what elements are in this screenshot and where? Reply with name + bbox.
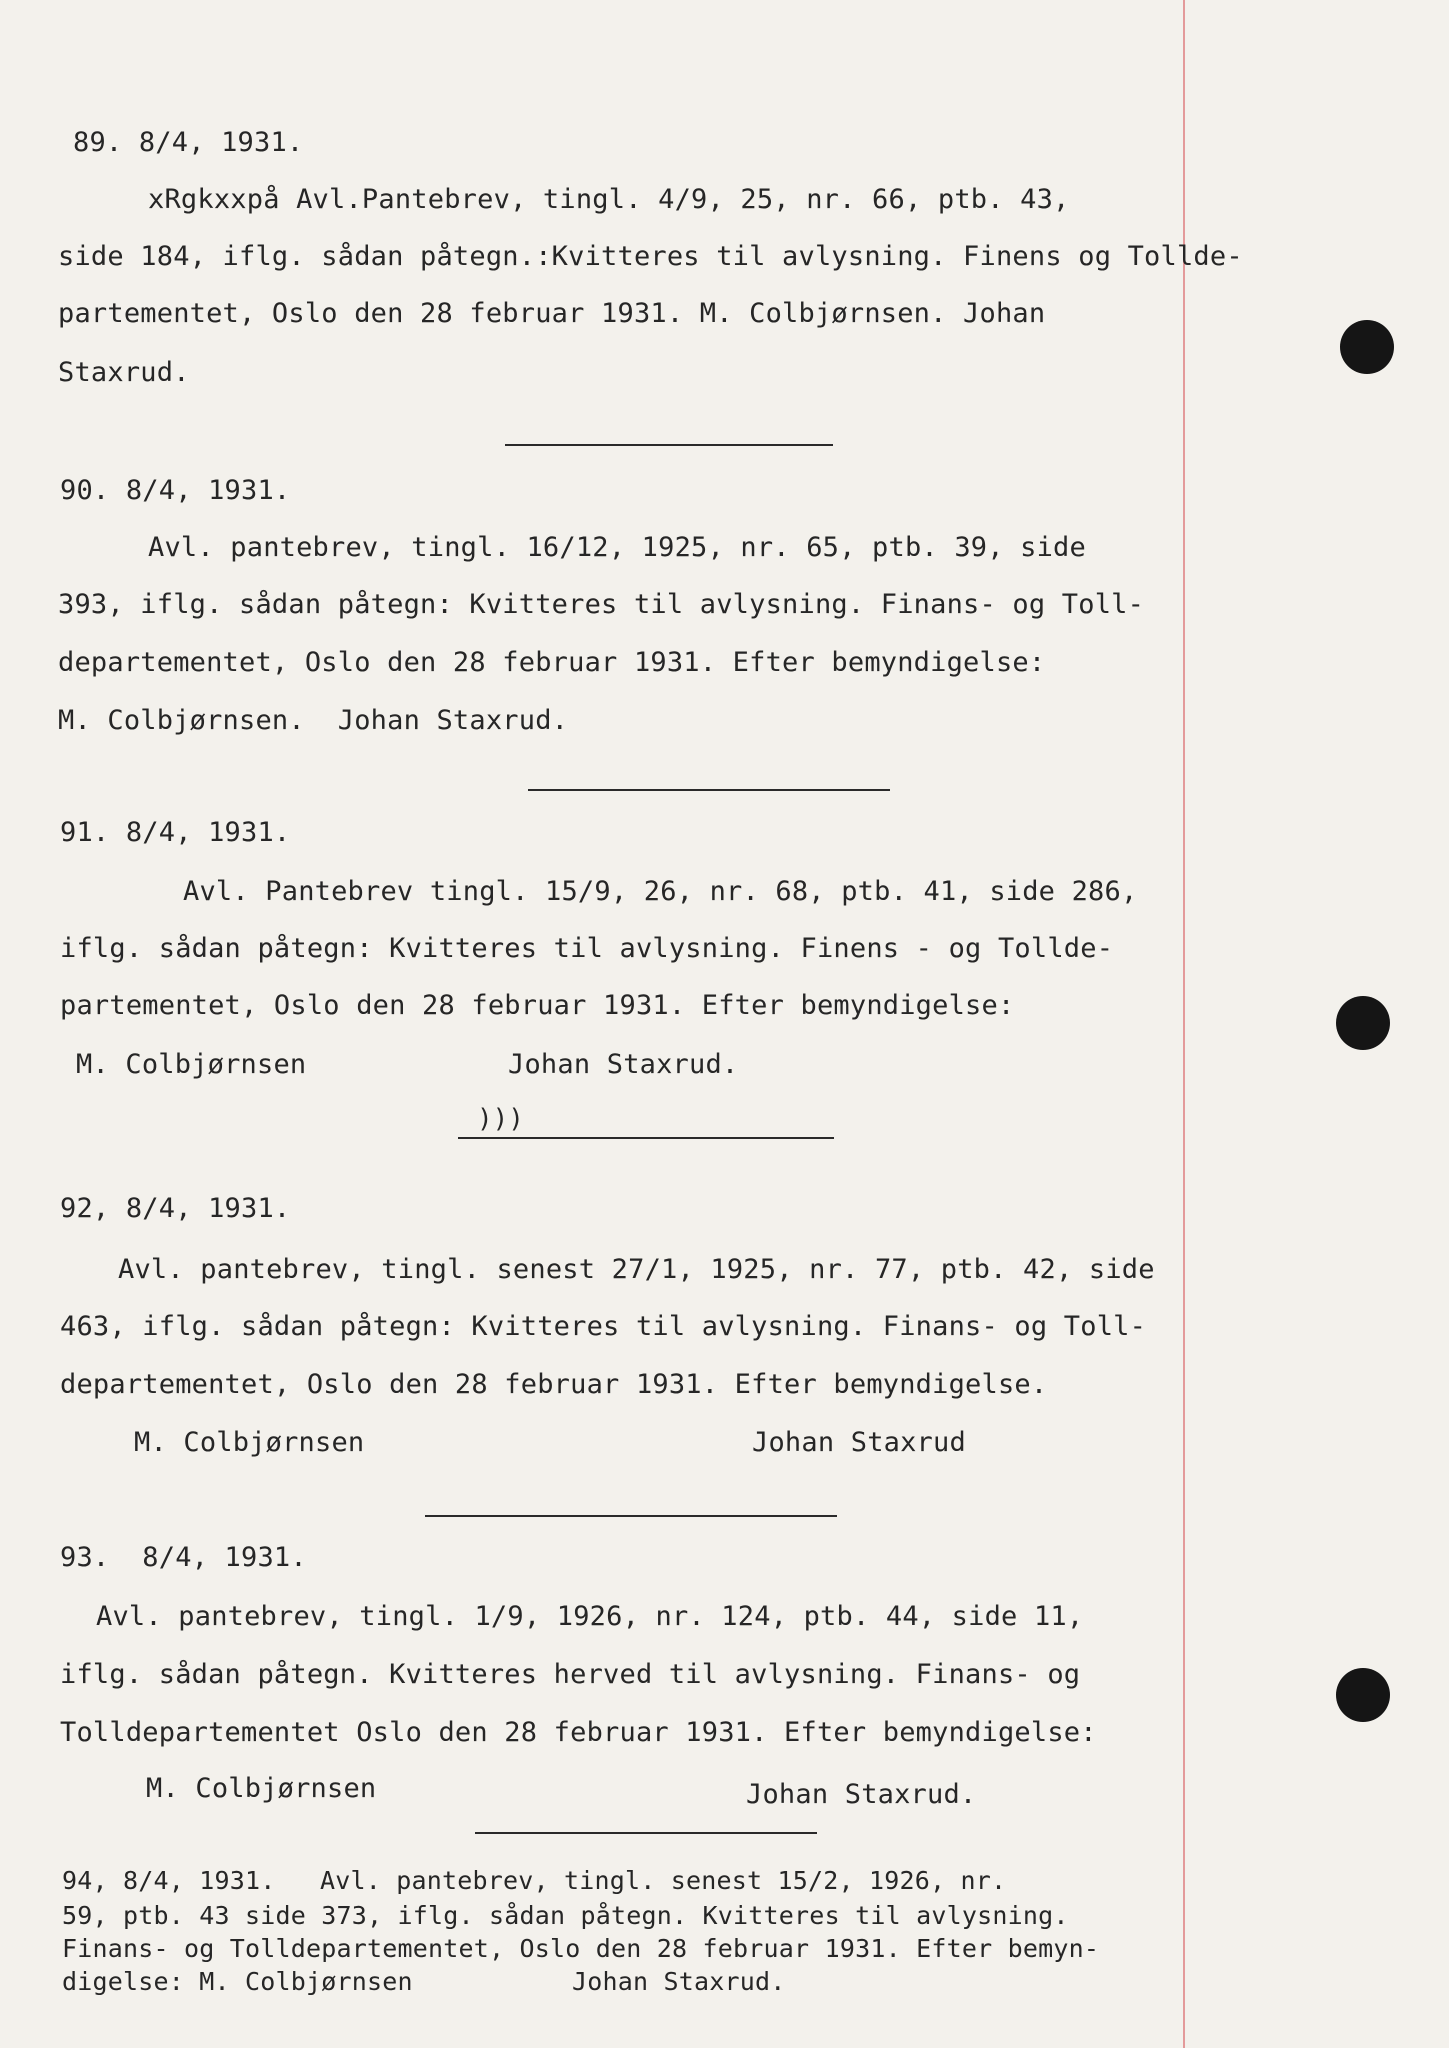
entry-92-signature-right: Johan Staxrud (752, 1427, 966, 1458)
separator-rule (528, 789, 890, 791)
entry-93-line-2: iflg. sådan påtegn. Kvitteres herved til avlysning. Finans- og (60, 1659, 1081, 1690)
punch-hole-middle (1336, 996, 1390, 1050)
entry-94-line-3: Finans- og Tolldepartementet, Oslo den 28 februar 1931. Efter bemyn- (62, 1934, 1100, 1963)
entry-90-line-2: 393, iflg. sådan påtegn: Kvitteres til avlysning. Finans- og Toll- (58, 589, 1145, 620)
entry-89-line-1: xRgkxxpå Avl.Pantebrev, tingl. 4/9, 25, nr. 66, ptb. 43, (148, 184, 1070, 215)
entry-91-line-2: iflg. sådan påtegn: Kvitteres til avlysning. Finens - og Tollde- (60, 933, 1114, 964)
entry-91-signature-right: Johan Staxrud. (508, 1049, 739, 1080)
punch-hole-bottom (1336, 1668, 1390, 1722)
margin-line (1183, 0, 1185, 2048)
entry-90-header: 90. 8/4, 1931. (60, 475, 291, 506)
entry-93-signature-left: M. Colbjørnsen (146, 1773, 377, 1804)
entry-91-line-3: partementet, Oslo den 28 februar 1931. Efter bemyndigelse: (60, 990, 1015, 1021)
entry-89-line-4: Staxrud. (58, 357, 190, 388)
entry-90-line-4: M. Colbjørnsen. Johan Staxrud. (58, 705, 569, 736)
entry-89-line-3: partementet, Oslo den 28 februar 1931. M. Colbjørnsen. Johan (58, 298, 1046, 329)
entry-89-line-2: side 184, iflg. sådan påtegn.:Kvitteres til avlysning. Finens og Tollde- (58, 241, 1243, 272)
separator-rule (505, 444, 833, 446)
separator-rule (425, 1515, 837, 1517)
entry-91-line-1: Avl. Pantebrev tingl. 15/9, 26, nr. 68, ptb. 41, side 286, (183, 876, 1138, 907)
entry-94-header: 94, 8/4, 1931. (62, 1866, 276, 1895)
entry-93-signature-right: Johan Staxrud. (746, 1779, 977, 1810)
entry-93-header: 93. 8/4, 1931. (60, 1542, 307, 1573)
entry-94-line-1: Avl. pantebrev, tingl. senest 15/2, 1926, nr. (320, 1866, 1007, 1895)
entry-89-header: 89. 8/4, 1931. (73, 127, 304, 158)
entry-93-line-1: Avl. pantebrev, tingl. 1/9, 1926, nr. 124, ptb. 44, side 11, (96, 1601, 1084, 1632)
entry-90-line-3: departementet, Oslo den 28 februar 1931. Efter bemyndigelse: (58, 647, 1046, 678)
entry-92-signature-left: M. Colbjørnsen (134, 1427, 365, 1458)
handwritten-marks: ))) (477, 1104, 524, 1134)
punch-hole-top (1340, 320, 1394, 374)
entry-94-signature-right: Johan Staxrud. (572, 1967, 786, 1996)
entry-91-signature-left: M. Colbjørnsen (76, 1049, 307, 1080)
separator-rule (475, 1832, 817, 1834)
separator-rule (458, 1137, 834, 1139)
entry-94-signature-left: digelse: M. Colbjørnsen (62, 1967, 413, 1996)
entry-92-header: 92, 8/4, 1931. (60, 1193, 291, 1224)
entry-91-header: 91. 8/4, 1931. (60, 817, 291, 848)
entry-93-line-3: Tolldepartementet Oslo den 28 februar 1931. Efter bemyndigelse: (60, 1717, 1097, 1748)
entry-92-line-2: 463, iflg. sådan påtegn: Kvitteres til avlysning. Finans- og Toll- (60, 1311, 1147, 1342)
entry-94-line-2: 59, ptb. 43 side 373, iflg. sådan påtegn. Kvitteres til avlysning. (62, 1901, 1069, 1930)
entry-90-line-1: Avl. pantebrev, tingl. 16/12, 1925, nr. 65, ptb. 39, side (148, 532, 1086, 563)
entry-92-line-1: Avl. pantebrev, tingl. senest 27/1, 1925, nr. 77, ptb. 42, side (118, 1254, 1155, 1285)
entry-92-line-3: departementet, Oslo den 28 februar 1931. Efter bemyndigelse. (60, 1369, 1048, 1400)
